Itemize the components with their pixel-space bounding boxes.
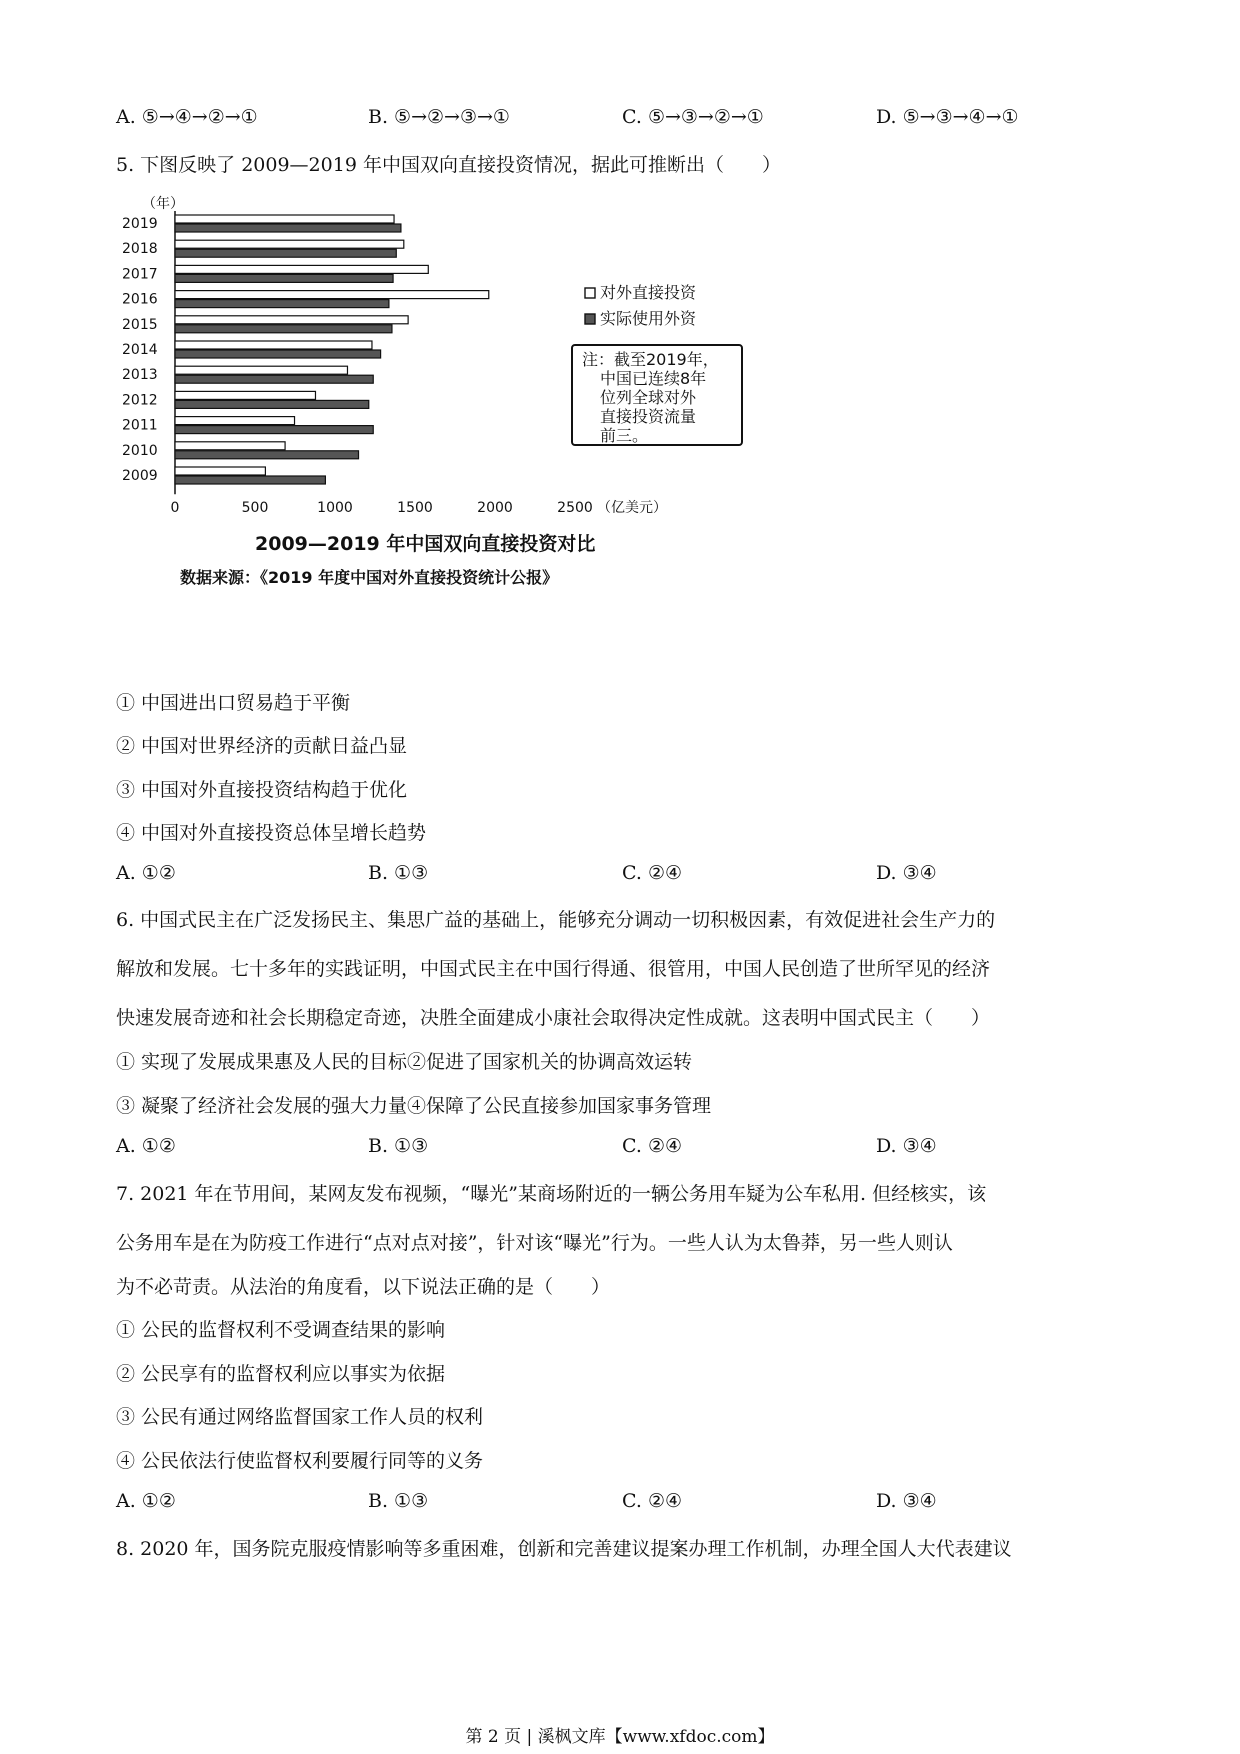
q5-option-d: D. ③④ — [876, 862, 937, 884]
bar-foreign-capital — [175, 274, 393, 282]
q5-item-2: ② 中国对世界经济的贡献日益凸显 — [116, 735, 408, 757]
investment-bar-chart — [120, 190, 800, 610]
q6-option-c: C. ②④ — [622, 1135, 683, 1157]
q6-stem-line: 解放和发展。七十多年的实践证明，中国式民主在中国行得通、很管用，中国人民创造了世所罕见的经济 — [116, 958, 991, 980]
q7-item-4: ④ 公民依法行使监督权利要履行同等的义务 — [116, 1450, 484, 1472]
y-tick-label: 2019 — [122, 216, 158, 232]
q5-item-3: ③ 中国对外直接投资结构趋于优化 — [116, 779, 408, 801]
y-tick-label: 2012 — [122, 392, 158, 409]
q5-stem: 5. 下图反映了 2009—2019 年中国双向直接投资情况，据此可推断出（ ） — [116, 154, 781, 176]
chart-source: 数据来源：《2019 年度中国对外直接投资统计公报》 — [180, 568, 559, 587]
bar-foreign-capital — [175, 224, 401, 232]
bar-foreign-capital — [175, 325, 392, 333]
q5-option-b: B. ①③ — [368, 862, 429, 884]
q6-option-b: B. ①③ — [368, 1135, 429, 1157]
y-tick-label: 2014 — [122, 342, 158, 358]
bar-outward-investment — [175, 240, 404, 248]
chart-title: 2009—2019 年中国双向直接投资对比 — [255, 533, 596, 555]
q4-option-c: C. ⑤→③→②→① — [622, 106, 764, 128]
q6-item-line: ① 实现了发展成果惠及人民的目标②促进了国家机关的协调高效运转 — [116, 1051, 693, 1073]
bar-foreign-capital — [175, 451, 359, 459]
bar-foreign-capital — [175, 426, 373, 434]
y-tick-label: 2010 — [122, 442, 158, 459]
bar-outward-investment — [175, 291, 489, 299]
x-tick-label: 1500 — [397, 500, 433, 516]
x-unit-label: （亿美元） — [597, 500, 667, 516]
q7-item-1: ① 公民的监督权利不受调查结果的影响 — [116, 1319, 446, 1341]
q6-stem-line: 6. 中国式民主在广泛发扬民主、集思广益的基础上，能够充分调动一切积极因素，有效促进社会生产力的 — [116, 909, 996, 931]
chart-note-line: 注：截至2019年， — [582, 350, 719, 369]
legend-label-inward: 实际使用外资 — [600, 309, 697, 328]
y-tick-label: 2011 — [122, 417, 158, 434]
q6-stem-line: 快速发展奇迹和社会长期稳定奇迹，决胜全面建成小康社会取得决定性成就。这表明中国式民主（ ） — [116, 1007, 991, 1029]
bar-outward-investment — [175, 391, 315, 399]
q4-option-a: A. ⑤→④→②→① — [116, 106, 258, 128]
q7-item-3: ③ 公民有通过网络监督国家工作人员的权利 — [116, 1406, 484, 1428]
q6-item-line: ③ 凝聚了经济社会发展的强大力量④保障了公民直接参加国家事务管理 — [116, 1095, 712, 1117]
y-tick-label: 2009 — [122, 468, 158, 484]
q4-option-b: B. ⑤→②→③→① — [368, 106, 510, 128]
q7-stem-line: 7. 2021 年在节用间，某网友发布视频，“曝光”某商场附近的一辆公务用车疑为公车私用. 但经核实，该 — [116, 1183, 987, 1205]
chart-note-line: 直接投资流量 — [600, 407, 697, 426]
bar-foreign-capital — [175, 350, 381, 358]
bar-outward-investment — [175, 316, 408, 324]
bar-outward-investment — [175, 341, 372, 349]
bar-foreign-capital — [175, 249, 396, 257]
y-tick-label: 2015 — [122, 316, 158, 333]
chart-note-line: 中国已连续8年 — [600, 369, 707, 388]
bar-outward-investment — [175, 442, 285, 450]
q7-option-a: A. ①② — [116, 1490, 176, 1512]
q7-stem-line: 为不必苛责。从法治的角度看，以下说法正确的是（ ） — [116, 1276, 611, 1298]
page-footer: 第 2 页 | 溪枫文库【www.xfdoc.com】 — [465, 1727, 775, 1747]
bar-foreign-capital — [175, 375, 373, 383]
bar-outward-investment — [175, 215, 394, 223]
q7-option-d: D. ③④ — [876, 1490, 937, 1512]
legend-swatch-outward — [585, 288, 595, 298]
y-tick-label: 2017 — [122, 266, 158, 283]
q5-option-c: C. ②④ — [622, 862, 683, 884]
x-tick-label: 2500 — [557, 500, 593, 516]
legend-swatch-inward — [585, 314, 595, 324]
bar-foreign-capital — [175, 400, 369, 408]
y-tick-label: 2013 — [122, 367, 158, 384]
q5-item-4: ④ 中国对外直接投资总体呈增长趋势 — [116, 822, 427, 844]
bar-foreign-capital — [175, 300, 389, 308]
q7-stem-line: 公务用车是在为防疫工作进行“点对点对接”，针对该“曝光”行为。一些人认为太鲁莽，另一些人则认 — [116, 1232, 953, 1254]
q6-option-a: A. ①② — [116, 1135, 176, 1157]
chart-note-line: 前三。 — [600, 426, 649, 445]
q8-stem-line: 8. 2020 年，国务院克服疫情影响等多重困难，创新和完善建议提案办理工作机制，办理全国人大代表建议 — [116, 1538, 1012, 1560]
x-tick-label: 0 — [170, 500, 180, 516]
x-tick-label: 2000 — [477, 500, 513, 516]
q4-option-d: D. ⑤→③→④→① — [876, 106, 1019, 128]
q7-item-2: ② 公民享有的监督权利应以事实为依据 — [116, 1363, 446, 1385]
legend-label-outward: 对外直接投资 — [600, 283, 697, 302]
q5-option-a: A. ①② — [116, 862, 176, 884]
bar-foreign-capital — [175, 476, 325, 484]
bar-outward-investment — [175, 417, 295, 425]
x-tick-label: 1000 — [317, 500, 353, 516]
y-tick-label: 2018 — [122, 241, 158, 258]
q6-option-d: D. ③④ — [876, 1135, 937, 1157]
chart-note-line: 位列全球对外 — [600, 388, 697, 407]
q5-item-1: ① 中国进出口贸易趋于平衡 — [116, 692, 351, 714]
bar-outward-investment — [175, 265, 428, 273]
q7-option-c: C. ②④ — [622, 1490, 683, 1512]
y-unit-label: （年） — [142, 196, 184, 212]
bar-outward-investment — [175, 366, 347, 374]
y-tick-label: 2016 — [122, 291, 158, 308]
bar-outward-investment — [175, 467, 265, 475]
q7-option-b: B. ①③ — [368, 1490, 429, 1512]
x-tick-label: 500 — [241, 500, 269, 516]
